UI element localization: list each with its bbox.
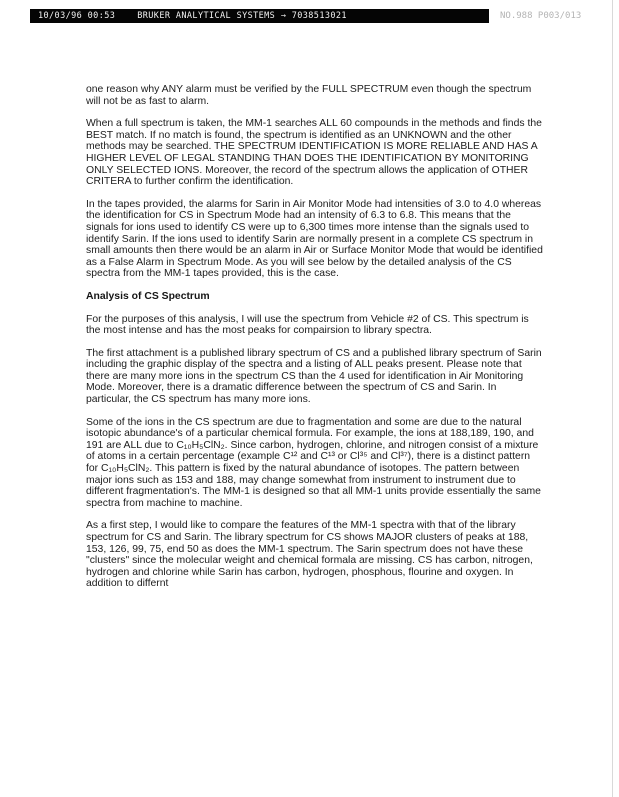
fax-header-bar <box>30 9 489 23</box>
paragraph-full-spectrum-search: When a full spectrum is taken, the MM-1 searches ALL 60 compounds in the methods and finds the BEST match. If no match is found, the spectrum is identified as an UNKNOWN and the other methods may be searched. THE SPECTRUM IDENTIFICATION IS MORE RELIABLE AND HAS A HIGHER LEVEL OF LEGAL STANDING THAN DOES THE IDENTIFICATION BY MONITORING ONLY SELECTED IONS. Moreover, the record of the spectrum allows the application of OTHER CRITERA to further confirm the identification. <box>86 118 542 188</box>
fax-sender-line: BRUKER ANALYTICAL SYSTEMS → 7038513021 <box>137 11 347 21</box>
paragraph-tapes-intensities: In the tapes provided, the alarms for Sarin in Air Monitor Mode had intensities of 3.0 to 4.0 whereas the identification for CS in Spectrum Mode had an intensity of 6.3 to 6.8. This means that the signals for ions used to identify CS were up to 6,300 times more intense than the signals used to identify Sarin. If the ions used to identify Sarin are normally present in a complete CS spectrum in small amounts then there would be an alarm in Air or Surface Monitor Mode that would be identified as a False Alarm in Spectrum Mode. As you will see below by the detailed analysis of the CS spectra from the MM-1 tapes provided, this is the case. <box>86 198 543 280</box>
paragraph-library-comparison: As a first step, I would like to compare the features of the MM-1 spectra with that of the library spectrum for CS and Sarin. The library spectrum for CS shows MAJOR clusters of peaks at 188, 153, 126, 99, 75, end 50 as does the MM-1 spectrum. The Sarin spectrum does not have these "clusters" since the molecular weight and chemical formala are missing. CS has carbon, nitrogen, hydrogen and chlorine while Sarin has carbon, hydrogen, phosphous, flourine and oxygen. In addition to differnt <box>86 520 533 590</box>
paragraph-first-attachment: The first attachment is a published library spectrum of CS and a published library spectrum of Sarin including the graphic display of the spectra and a listing of ALL peaks present. Please note that there are many more ions in the spectrum CS than the 4 used for identification in Air Monitoring Mode. Moreover, there is a dramatic difference between the spectrum of CS and Sarin. In particular, the CS spectrum has many more ions. <box>86 347 542 406</box>
fax-timestamp: 10/03/96 00:53 <box>38 11 116 21</box>
section-heading-analysis: Analysis of CS Spectrum <box>86 290 210 302</box>
paragraph-ion-fragmentation: Some of the ions in the CS spectrum are due to fragmentation and some are due to the natural isotopic abundance's of a particular chemical formula. For example, the ions at 188,189, 190, and 191 are ALL due to C₁₀H₅ClN₂. Since carbon, hydrogen, chlorine, and nitrogen consist of a mixture of atoms in a certain percentage (example C¹² and C¹³ or Cl³⁵ and Cl³⁷), there is a distinct pattern for C₁₀H₅ClN₂. This pattern is fixed by the natural abundance of isotopes. The pattern between major ions such as 153 and 188, may change somewhat from instrument to instrument due to different fragmentation's. The MM-1 is designed so that all MM-1 units provide essentially the same spectra from machine to machine. <box>86 416 541 509</box>
document-body <box>86 84 544 601</box>
paragraph-analysis-purpose: For the purposes of this analysis, I will use the spectrum from Vehicle #2 of CS. This spectrum is the most intense and has the most peaks for compairsion to library spectra. <box>86 313 529 337</box>
scan-edge-artifact <box>612 0 613 797</box>
fax-page-info: NO.988 P003/013 <box>500 11 582 21</box>
paragraph-alarm-verification: one reason why ANY alarm must be verified by the FULL SPECTRUM even though the spectrum will not be as fast to alarm. <box>86 84 532 107</box>
